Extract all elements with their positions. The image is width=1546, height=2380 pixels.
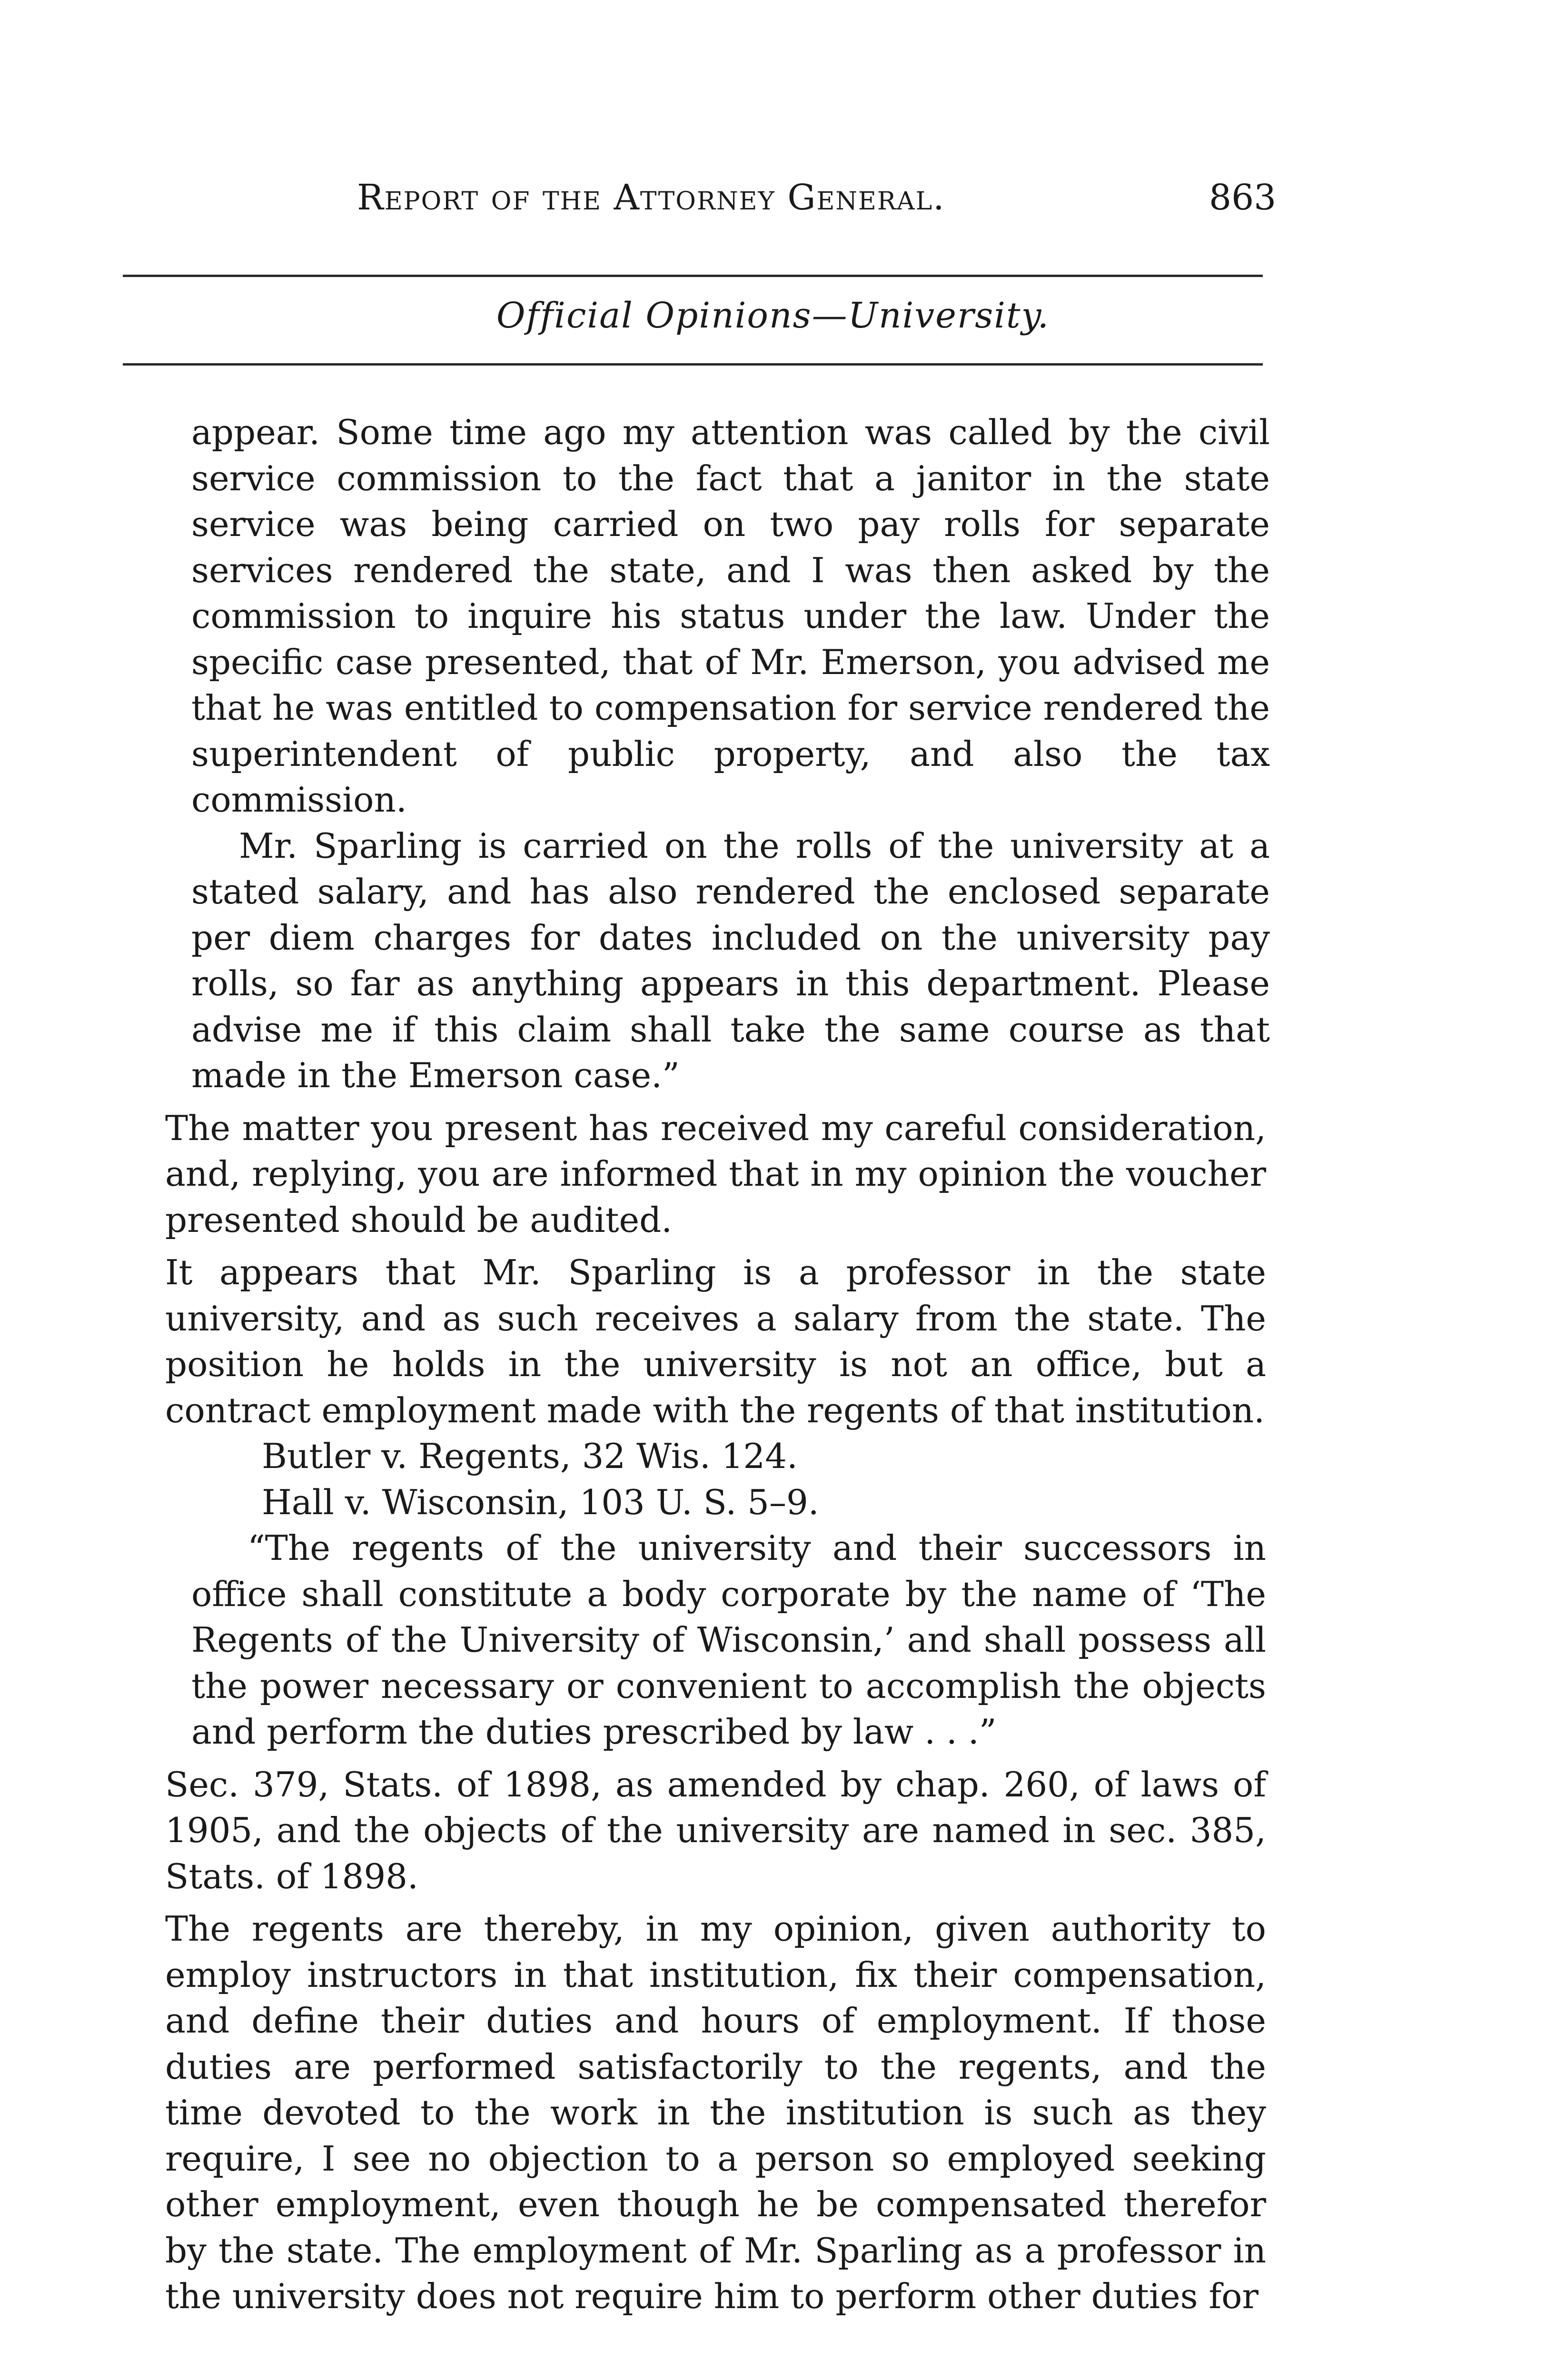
page-body [165,409,1270,2320]
citation-butler: Butler v. Regents, 32 Wis. 124. [262,1436,798,1476]
page-number: 863 [1209,177,1277,218]
statute-quote: “The regents of the university and their successors in office shall constitute a body corporate by the name of ‘The Regents of the University of Wisconsin,’ and shall possess all the power necessary or convenient to accomplish the objects and perform the duties prescribed by law . . .” [191,1528,1266,1752]
running-title [357,177,945,218]
opinion-paragraph-1: The matter you present has received my careful consideration, and, replying, you are informed that in my opinion the voucher presented should be audited. [165,1108,1266,1240]
citation-hall: Hall v. Wisconsin, 103 U. S. 5–9. [262,1482,819,1522]
section-title: Official Opinions—University. [496,295,1050,336]
opinion-paragraph-3: The regents are thereby, in my opinion, given authority to employ instructors in that institution, fix their compensation, and define their duties and hours of employment. If those duties are performed satisfactorily to the regents, and the time devoted to the work in the institution is such as they require, I see no objection to a person so employed seeking other employment, even though he be compensated therefor by the state. The employment of Mr. Sparling as a professor in the university does not require him to perform other duties for [165,1909,1266,2316]
statute-reference: Sec. 379, Stats. of 1898, as amended by chap. 260, of laws of 1905, and the objects of the university are named in sec. 385, Stats. of 1898. [165,1764,1266,1896]
opinion-paragraph-2: It appears that Mr. Sparling is a professor in the state university, and as such receives a salary from the state. The position he holds in the university is not an office, but a contract employment made with the regents of that institution. [165,1252,1266,1430]
header-rule-bottom [123,363,1263,366]
quoted-letter-paragraph-1: appear. Some time ago my attention was called by the civil service commission to the fact that a janitor in the state service was being carried on two pay rolls for separate services rendered the state, and I was then asked by the commission to inquire his status under the law. Under the specific case presented, that of Mr. Emerson, you advised me that he was entitled to compensation for service rendered the superintendent of public property, and also the tax commission. [191,412,1270,820]
header-rule-top [123,275,1263,277]
running-title-text: Report of the Attorney General. [357,177,945,218]
quoted-letter-paragraph-2: Mr. Sparling is carried on the rolls of the university at a stated salary, and has also rendered the enclosed separate per diem charges for dates included on the university pay rolls, so far as anything appears in this department. Please advise me if this claim shall take the same course as that made in the Emerson case.” [191,825,1270,1095]
